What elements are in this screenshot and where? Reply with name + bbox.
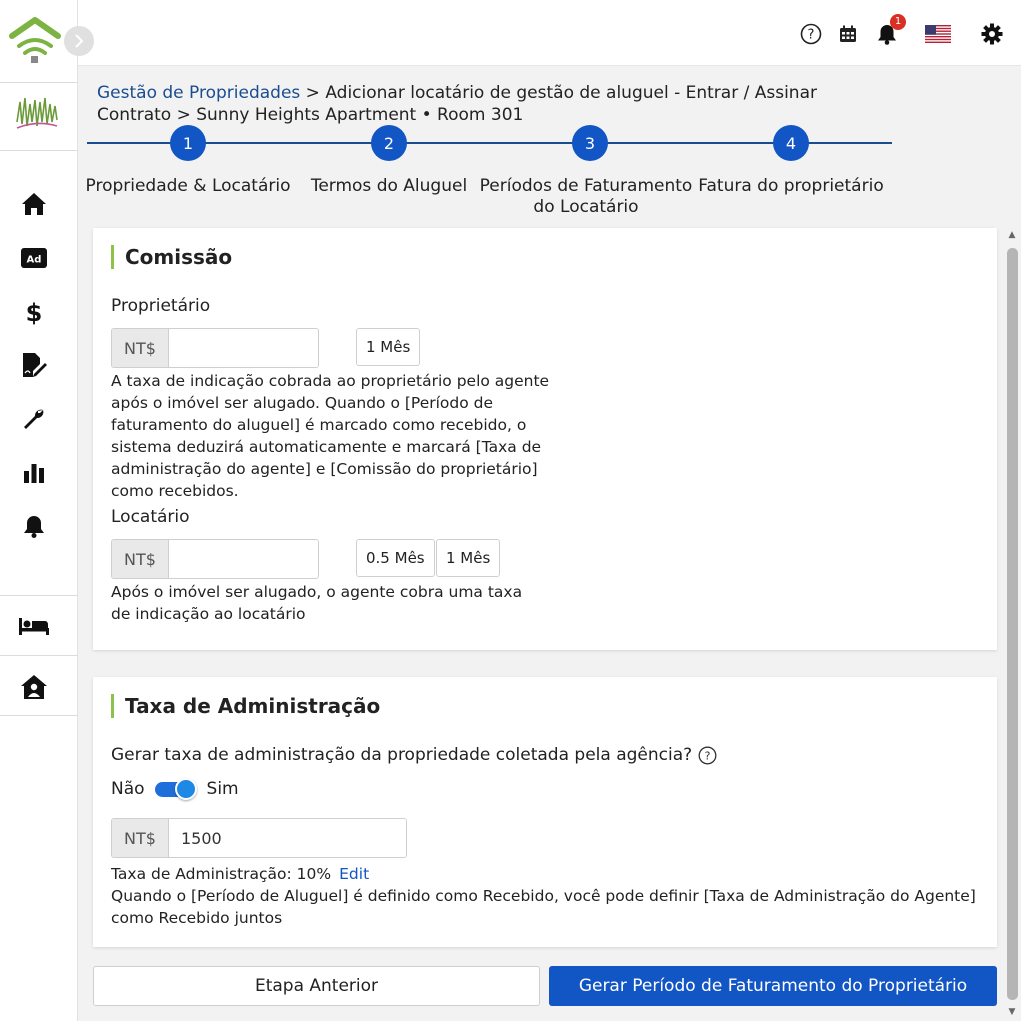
admin-fee-input-group (111, 818, 407, 858)
bell-icon[interactable] (16, 508, 52, 544)
commission-title: Comissão (111, 245, 232, 269)
step-1-circle[interactable]: 1 (170, 125, 206, 161)
top-bar (78, 0, 1021, 66)
svg-text:?: ? (807, 27, 815, 43)
step-3-circle[interactable]: 3 (572, 125, 608, 161)
step-4-label: Fatura do proprietário (698, 176, 884, 196)
home-icon[interactable] (16, 186, 52, 222)
admin-fee-title: Taxa de Administração (111, 694, 380, 718)
edit-rate-link[interactable]: Edit (339, 865, 370, 883)
owner-fee-input-group (111, 328, 319, 368)
admin-fee-card (93, 677, 997, 947)
tenant-currency-prefix: NT$ (112, 540, 169, 578)
owner-1-month-chip[interactable]: 1 Mês (356, 328, 420, 366)
admin-fee-question-row (111, 745, 717, 765)
calendar-icon[interactable] (836, 20, 860, 48)
tenant-fee-description: Após o imóvel ser alugado, o agente cobra uma taxa de indicação ao locatário (111, 583, 523, 623)
agency-brand-mark-icon (14, 92, 60, 134)
chevron-right-icon (74, 34, 84, 48)
sidebar-divider (0, 82, 78, 83)
scrollbar-thumb[interactable] (1007, 248, 1018, 1000)
help-circle-icon[interactable] (798, 20, 824, 48)
bar-chart-icon[interactable] (16, 455, 52, 491)
dollar-icon[interactable] (16, 294, 52, 330)
tenant-label: Locatário (111, 507, 190, 527)
house-user-icon[interactable] (16, 669, 52, 705)
owner-currency-prefix: NT$ (112, 329, 169, 367)
step-2-label: Termos do Aluguel (310, 176, 468, 196)
previous-step-button[interactable]: Etapa Anterior (93, 966, 540, 1006)
scroll-up-arrow-icon[interactable]: ▲ (1008, 230, 1016, 240)
commission-card (93, 228, 997, 650)
sidebar-divider (0, 150, 78, 151)
owner-label: Proprietário (111, 296, 211, 316)
gear-icon[interactable] (980, 20, 1004, 48)
us-flag-icon[interactable] (924, 20, 952, 48)
generate-owner-billing-button[interactable]: Gerar Período de Faturamento do Proprietário (549, 966, 997, 1006)
wifi-home-logo-icon[interactable] (8, 16, 62, 66)
step-2-circle[interactable]: 2 (371, 125, 407, 161)
sidebar-divider (0, 715, 78, 716)
step-3-label: Períodos de Faturamento do Locatário (479, 176, 693, 217)
contract-sign-icon[interactable] (16, 347, 52, 383)
stepper-line (87, 142, 892, 144)
tenant-1-month-chip[interactable]: 1 Mês (436, 539, 500, 577)
admin-fee-question: Gerar taxa de administração da propriedade coletada pela agência? (111, 745, 693, 765)
notification-bell-icon[interactable] (876, 16, 902, 48)
toggle-on-label: Sim (206, 779, 239, 799)
sidebar (0, 0, 78, 1021)
help-circle-icon[interactable] (698, 746, 717, 765)
sidebar-divider (0, 595, 78, 596)
scroll-down-arrow-icon[interactable]: ▼ (1008, 1007, 1016, 1017)
notification-count-badge: 1 (890, 14, 906, 30)
sidebar-expand-button[interactable] (64, 26, 94, 56)
svg-text:$: $ (25, 299, 43, 325)
tenant-half-month-chip[interactable]: 0.5 Mês (356, 539, 435, 577)
tenant-fee-input[interactable] (169, 540, 318, 578)
step-4-circle[interactable]: 4 (773, 125, 809, 161)
toggle-off-label: Não (111, 779, 145, 799)
svg-text:?: ? (704, 749, 711, 763)
tenant-fee-input-group (111, 539, 319, 579)
breadcrumb-trail: > Adicionar locatário de gestão de aluguel - Entrar / Assinar Contrato > Sunny Heights Apartment • Room 301 (97, 83, 817, 125)
svg-text:Ad: Ad (26, 254, 42, 266)
toggle-knob (175, 778, 197, 800)
breadcrumb-link-property-management[interactable]: Gestão de Propriedades (97, 83, 301, 103)
sidebar-divider (0, 655, 78, 656)
breadcrumb (97, 82, 857, 126)
admin-fee-toggle[interactable] (155, 778, 197, 800)
admin-fee-rate-row (111, 863, 981, 885)
admin-fee-currency-prefix: NT$ (112, 819, 169, 857)
wrench-icon[interactable] (16, 401, 52, 437)
admin-fee-note: Quando o [Período de Aluguel] é definido como Recebido, você pode definir [Taxa de Administração do Agente] como Recebido juntos (111, 887, 976, 927)
bed-icon[interactable] (16, 608, 52, 644)
admin-fee-input[interactable] (169, 819, 406, 857)
admin-fee-toggle-row (111, 778, 239, 800)
ad-icon[interactable] (16, 240, 52, 276)
admin-fee-rate-text: Taxa de Administração: 10% (111, 865, 332, 883)
owner-fee-input[interactable] (169, 329, 318, 367)
owner-fee-description: A taxa de indicação cobrada ao proprietário pelo agente após o imóvel ser alugado. Quando o [Período de faturamento do aluguel] é marcado como recebido, o sistema deduzirá automaticamente e marcará [Taxa de administração do agente] e [Comissão do proprietário] como recebidos. (111, 372, 550, 500)
step-1-label: Propriedade & Locatário (85, 176, 291, 196)
